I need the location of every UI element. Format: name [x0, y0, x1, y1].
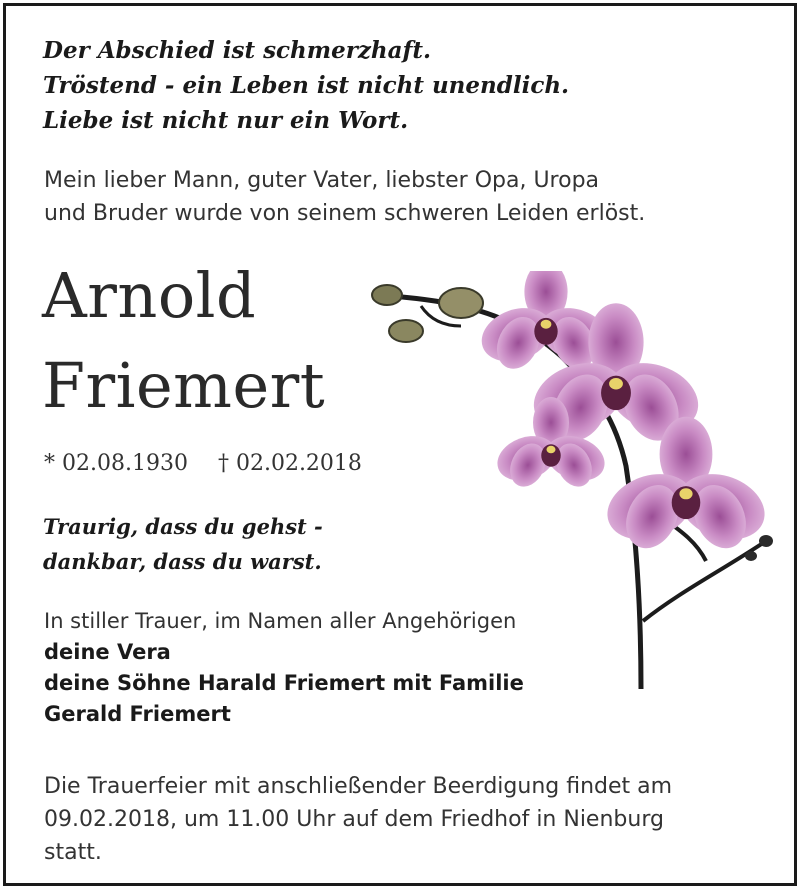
- quote-line: dankbar, dass du warst.: [43, 549, 322, 574]
- quote-line: Traurig, dass du gehst -: [43, 514, 323, 539]
- life-dates: [44, 449, 362, 479]
- farewell-quote: [43, 509, 323, 579]
- funeral-line: 09.02.2018, um 11.00 Uhr auf dem Friedhof in Nienburg: [44, 807, 664, 832]
- mourner-name: Gerald Friemert: [44, 702, 231, 726]
- death-date: † 02.02.2018: [217, 451, 362, 476]
- funeral-line: Die Trauerfeier mit anschließender Beerdigung findet am: [44, 774, 673, 799]
- intro-line: Mein lieber Mann, guter Vater, liebster Opa, Uropa: [44, 168, 600, 193]
- intro-text: [44, 164, 645, 230]
- orchid-image: [361, 271, 781, 696]
- motto-line: Liebe ist nicht nur ein Wort.: [43, 107, 409, 134]
- obituary-frame: [3, 3, 797, 886]
- funeral-line: statt.: [44, 840, 102, 865]
- mourner-name: deine Vera: [44, 640, 171, 664]
- deceased-name: [42, 251, 325, 431]
- motto-line: Der Abschied ist schmerzhaft.: [43, 37, 432, 64]
- motto: [43, 33, 569, 138]
- last-name: Friemert: [42, 349, 326, 422]
- birth-date: * 02.08.1930: [44, 451, 188, 476]
- first-name: Arnold: [42, 259, 257, 332]
- intro-line: und Bruder wurde von seinem schweren Leiden erlöst.: [44, 201, 646, 226]
- mourner-name: deine Söhne Harald Friemert mit Familie: [44, 671, 524, 695]
- mourners-intro: In stiller Trauer, im Namen aller Angehörigen: [44, 609, 517, 633]
- funeral-info: [44, 770, 672, 869]
- motto-line: Tröstend - ein Leben ist nicht unendlich.: [43, 72, 570, 99]
